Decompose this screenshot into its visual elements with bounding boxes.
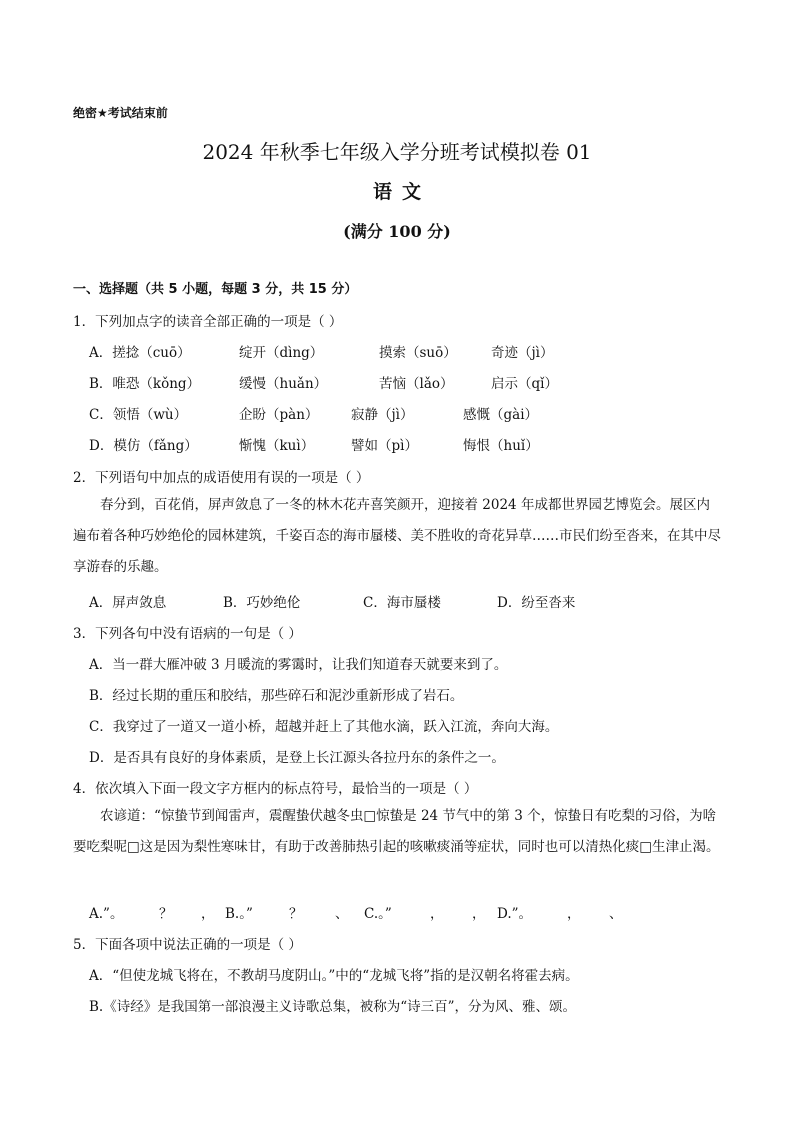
question-1-option-row [89, 403, 749, 423]
option-item: 惭愧（kuì） [239, 438, 315, 454]
option-item: 、 [609, 906, 623, 922]
option-item: B．巧妙绝伦 [223, 595, 301, 611]
section-heading: 一、选择题（共 5 小题，每题 3 分，共 15 分） [73, 282, 358, 297]
option-item: D.”。 [497, 906, 533, 922]
option-item: C.。” [364, 906, 392, 922]
option-item: ， [567, 906, 581, 922]
question-1-option-row [89, 434, 749, 454]
confidential-label: 绝密★考试结束前 [73, 106, 168, 120]
option-item: 启示（qǐ） [491, 376, 558, 392]
question-1-option-row [89, 341, 749, 361]
question-5-stem: 5．下面各项中说法正确的一项是（ ） [73, 937, 302, 953]
question-3-stem: 3．下列各句中没有语病的一句是（ ） [73, 626, 302, 642]
option-item: ， [201, 906, 215, 922]
question-4-passage: 农谚道：“惊蛰节到闻雷声，震醒蛰伏越冬虫□惊蛰是 24 节气中的第 3 个，惊蛰日有吃梨的习俗，为啥要吃梨呢□这是因为梨性寒味甘，有助于改善肺热引起的咳嗽痰涌等症状，同时也可以清热化痰□生津止渴。 [73, 808, 720, 855]
option-item: B.。” [225, 906, 253, 922]
question-1-stem: 1．下列加点字的读音全部正确的一项是（ ） [73, 314, 343, 330]
option-item: 譬如（pì） [351, 438, 418, 454]
option-item: 寂静（jì） [351, 407, 414, 423]
option-item: ， [430, 906, 444, 922]
question-2-passage: 春分到，百花俏，屏声敛息了一冬的林木花卉喜笑颜开，迎接着 2024 年成都世界园艺博览会。展区内遍布着各种巧妙绝伦的园林建筑，千姿百态的海市蜃楼、美不胜收的奇花异草……市民们纷至沓来，在其中尽享游春的乐趣。 [73, 497, 721, 575]
question-4-option-row [89, 902, 749, 922]
option-item: A．屏声敛息 [89, 595, 167, 611]
question-2-option-row [89, 591, 749, 611]
option-item: C．海市蜃楼 [363, 595, 441, 611]
option-item: A．搓捻（cuō） [89, 345, 191, 361]
option-item: D．模仿（fǎng） [89, 438, 198, 454]
option-item: C．领悟（wù） [89, 407, 188, 423]
option-item: D．纷至沓来 [497, 595, 576, 611]
question-3-option: D．是否具有良好的身体素质，是登上长江源头各拉丹东的条件之一。 [89, 750, 505, 766]
question-2-stem: 2．下列语句中加点的成语使用有误的一项是（ ） [73, 470, 370, 486]
option-item: 缓慢（huǎn） [239, 376, 328, 392]
option-item: 摸索（suō） [379, 345, 457, 361]
option-item: ， [472, 906, 486, 922]
option-item: ？ [159, 906, 173, 922]
option-item: 感慨（gài） [463, 407, 539, 423]
option-item: ？ [289, 906, 303, 922]
option-item: 苦恼（lǎo） [379, 376, 454, 392]
option-item: 绽开（dìng） [239, 345, 324, 361]
option-item: A.”。 [89, 906, 124, 922]
option-item: 、 [335, 906, 349, 922]
question-3-option: A．当一群大雁冲破 3 月暖流的雾霭时，让我们知道春天就要来到了。 [89, 657, 508, 673]
full-score: (满分 100 分) [343, 222, 451, 241]
question-5-option: B.《诗经》是我国第一部浪漫主义诗歌总集，被称为“诗三百”，分为风、雅、颂。 [89, 999, 577, 1015]
question-3-option: C．我穿过了一道又一道小桥，超越并赶上了其他水滴，跃入江流，奔向大海。 [89, 719, 559, 735]
exam-title: 2024 年秋季七年级入学分班考试模拟卷 01 [202, 140, 592, 164]
option-item: B．唯恐（kǒng） [89, 376, 201, 392]
question-1-option-row [89, 372, 749, 392]
option-item: 奇迹（jì） [491, 345, 554, 361]
question-5-option: A．“但使龙城飞将在，不教胡马度阴山。”中的“龙城飞将”指的是汉朝名将霍去病。 [89, 968, 579, 984]
option-item: 悔恨（huǐ） [463, 438, 539, 454]
option-item: 企盼（pàn） [239, 407, 319, 423]
question-3-option: B．经过长期的重压和胶结，那些碎石和泥沙重新形成了岩石。 [89, 688, 464, 704]
subject-title: 语文 [372, 181, 431, 203]
question-4-stem: 4．依次填入下面一段文字方框内的标点符号，最恰当的一项是（ ） [73, 781, 478, 797]
